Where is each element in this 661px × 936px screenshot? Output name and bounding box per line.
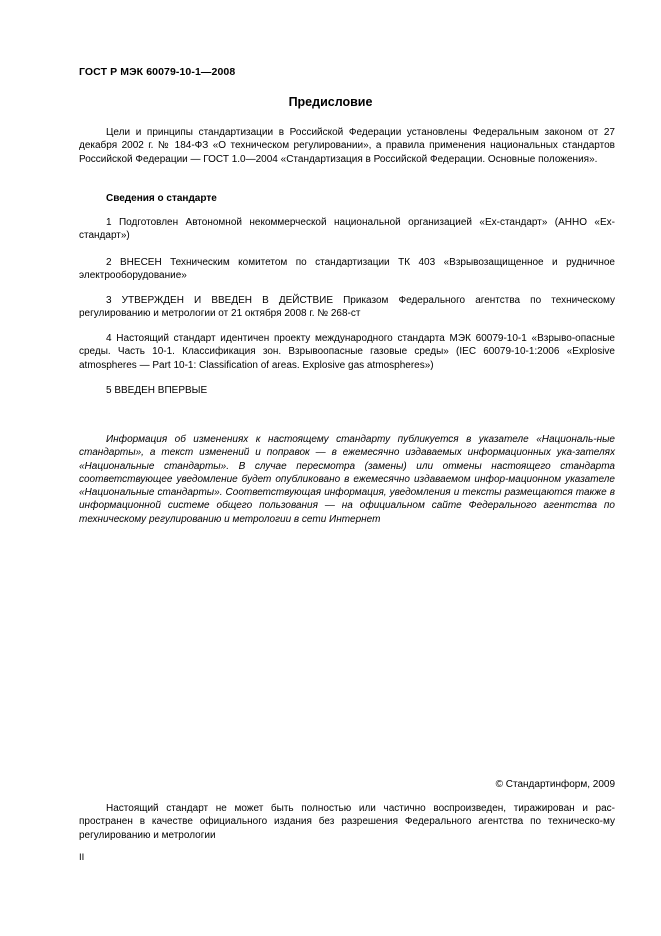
document-header: ГОСТ Р МЭК 60079-10-1—2008 xyxy=(79,66,236,78)
item-1: 1 Подготовлен Автономной некоммерческой национальной организацией «Ех-стандарт» (АННО «Ех-стандарт») xyxy=(79,217,615,242)
item-5: 5 ВВЕДЕН ВПЕРВЫЕ xyxy=(106,385,208,396)
item-3: 3 УТВЕРЖДЕН И ВВЕДЕН В ДЕЙСТВИЕ Приказом Федерального агентства по техническому регулированию и метрологии от 21 октября 2008 г. № 268-ст xyxy=(79,295,615,320)
copyright-line: © Стандартинформ, 2009 xyxy=(495,779,615,790)
item-2: 2 ВНЕСЕН Техническим комитетом по стандартизации ТК 403 «Взрывозащищенное и рудничное электрооборудование» xyxy=(79,257,615,282)
page-title: Предисловие xyxy=(288,95,373,109)
section-heading: Сведения о стандарте xyxy=(106,193,217,204)
page-number: II xyxy=(79,852,85,863)
reproduction-note: Настоящий стандарт не может быть полностью или частично воспроизведен, тиражирован и рас-пространен в качестве официального издания без разрешения Федерального агентства по техническо-му регулированию и метрологии xyxy=(79,803,615,841)
item-4: 4 Настоящий стандарт идентичен проекту международного стандарта МЭК 60079-10-1 «Взрыво-опасные среды. Часть 10-1. Классификация зон. Взрывоопасные газовые среды» (IEC 60079-10-1:2006 «Explosive atmospheres — Part 10-1: Classification of areas. Explosive gas atmospheres») xyxy=(79,333,615,371)
info-notice: Информация об изменениях к настоящему стандарту публикуется в указателе «Националь-ные стандарты», а текст изменений и поправок — в ежемесячно издаваемых информационных ука-зателях «Национальные стандарты». В случае пересмотра (замены) или отмены настоящего стандарта соответствующее уведомление будет опубликовано в ежемесячно издаваемом инфор-мационном указателе «Национальные стандарты». Соответствующая информация, уведомления и тексты размещаются также в информационной системе общего пользования — на официальном сайте Федерального агентства по техническому регулированию и метрологии в сети Интернет xyxy=(79,434,615,525)
intro-paragraph: Цели и принципы стандартизации в Российской Федерации установлены Федеральным законом от 27 декабря 2002 г. № 184-ФЗ «О техническом регулировании», а правила применения национальных стандартов Российской Федерации — ГОСТ 1.0—2004 «Стандартизация в Российской Федерации. Основные положения». xyxy=(79,127,615,165)
